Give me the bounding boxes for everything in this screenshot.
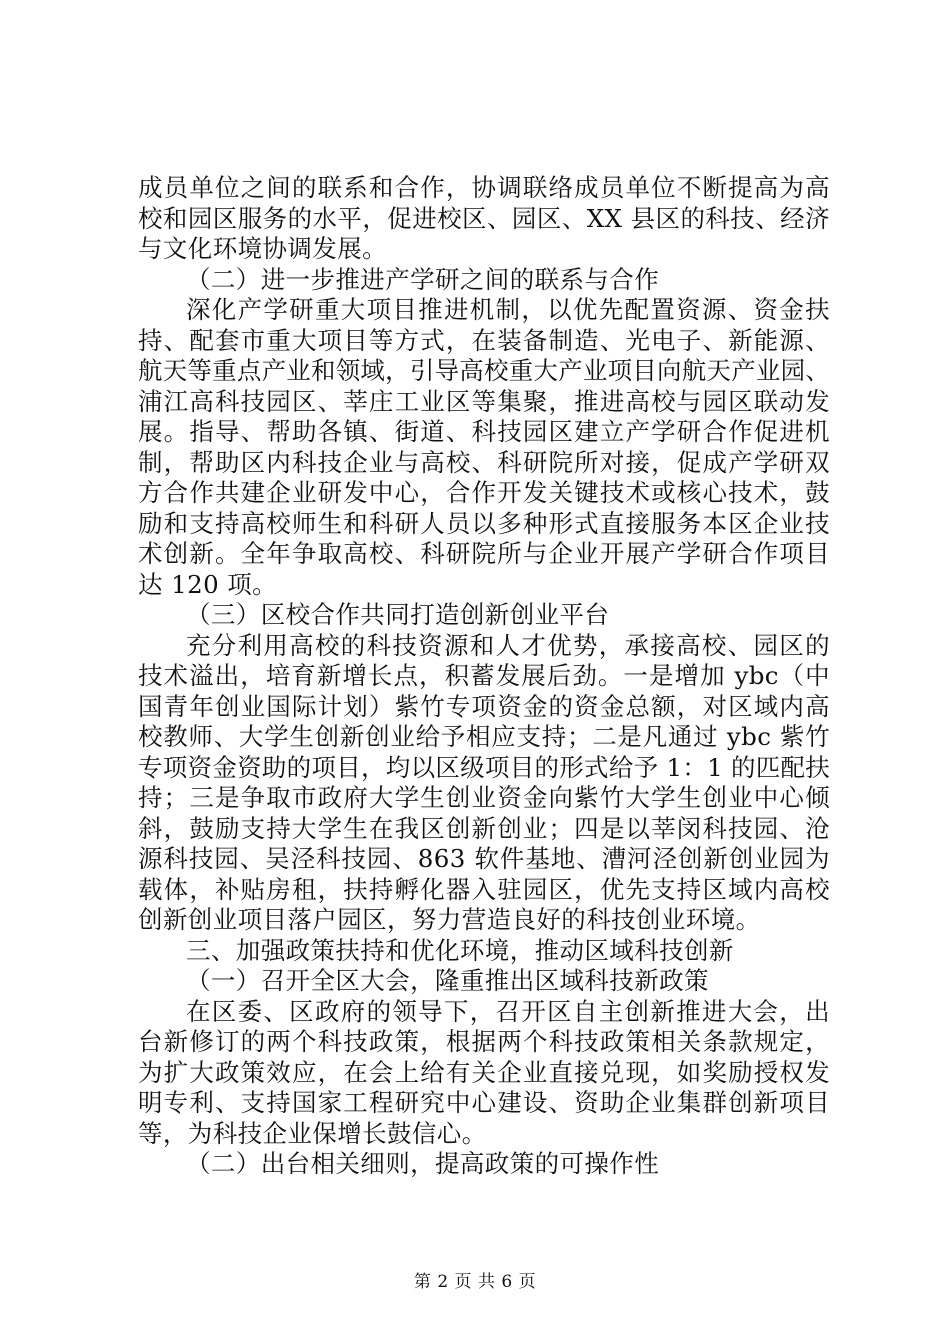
section-heading: （二）出台相关细则，提高政策的可操作性 — [186, 1149, 660, 1178]
text-line: 持、配套市重大项目等方式，在装备制造、光电子、新能源、 — [138, 325, 830, 355]
text-line: 国青年创业国际计划）紫竹专项资金的资金总额，对区域内高 — [138, 691, 830, 721]
section-heading: （二）进一步推进产学研之间的联系与合作 — [186, 264, 660, 294]
text-line: 校教师、大学生创新创业给予相应支持；二是凡通过 ybc 紫竹 — [138, 722, 830, 751]
text-line: 航天等重点产业和领域，引导高校重大产业项目向航天产业园、 — [138, 356, 830, 385]
text-line: 载体，补贴房租，扶持孵化器入驻园区，优先支持区域内高校 — [138, 874, 830, 904]
text-line: 台新修订的两个科技政策，根据两个科技政策相关条款规定， — [138, 1027, 830, 1056]
text-line: 成员单位之间的联系和合作，协调联络成员单位不断提高为高 — [138, 173, 830, 202]
paragraph-first-line: 深化产学研重大项目推进机制，以优先配置资源、资金扶 — [186, 295, 830, 324]
text-line: 持；三是争取市政府大学生创业资金向紫竹大学生创业中心倾 — [138, 783, 830, 812]
text-line: 明专利、支持国家工程研究中心建设、资助企业集群创新项目 — [138, 1088, 830, 1117]
paragraph-first-line: 充分利用高校的科技资源和人才优势，承接高校、园区的 — [186, 630, 830, 660]
text-line: 与文化环境协调发展。 — [138, 234, 387, 263]
paragraph-first-line: 在区委、区政府的领导下，召开区自主创新推进大会，出 — [186, 996, 830, 1026]
section-heading: （三）区校合作共同打造创新创业平台 — [186, 600, 610, 629]
text-line: 展。指导、帮助各镇、街道、科技园区建立产学研合作促进机 — [138, 417, 830, 446]
text-line: 校和园区服务的水平，促进校区、园区、XX 县区的科技、经济 — [138, 203, 830, 233]
text-line: 达 120 项。 — [138, 569, 278, 599]
text-line: 为扩大政策效应，在会上给有关企业直接兑现，如奖励授权发 — [138, 1057, 830, 1087]
text-line: 术创新。全年争取高校、科研院所与企业开展产学研合作项目 — [138, 539, 830, 568]
document-body — [138, 173, 830, 1180]
text-line: 励和支持高校师生和科研人员以多种形式直接服务本区企业技 — [138, 508, 830, 538]
text-line: 浦江高科技园区、莘庄工业区等集聚，推进高校与园区联动发 — [138, 386, 830, 416]
text-line: 方合作共建企业研发中心，合作开发关键技术或核心技术，鼓 — [138, 478, 830, 507]
text-line: 专项资金资助的项目，均以区级项目的形式给予 1：1 的匹配扶 — [138, 752, 830, 782]
chapter-heading: 三、加强政策扶持和优化环境，推动区域科技创新 — [186, 935, 734, 965]
text-line: 制，帮助区内科技企业与高校、科研院所对接，促成产学研双 — [138, 447, 830, 477]
page-number-footer: 第 2 页 共 6 页 — [413, 1272, 537, 1292]
text-line: 等，为科技企业保增长鼓信心。 — [138, 1118, 487, 1148]
section-heading: （一）召开全区大会，隆重推出区域科技新政策 — [186, 966, 709, 995]
text-line: 源科技园、吴泾科技园、863 软件基地、漕河泾创新创业园为 — [138, 844, 830, 873]
text-line: 斜，鼓励支持大学生在我区创新创业；四是以莘闵科技园、沧 — [138, 813, 830, 843]
text-line: 技术溢出，培育新增长点，积蓄发展后劲。一是增加 ybc（中 — [138, 661, 830, 690]
text-line: 创新创业项目落户园区，努力营造良好的科技创业环境。 — [138, 905, 761, 934]
